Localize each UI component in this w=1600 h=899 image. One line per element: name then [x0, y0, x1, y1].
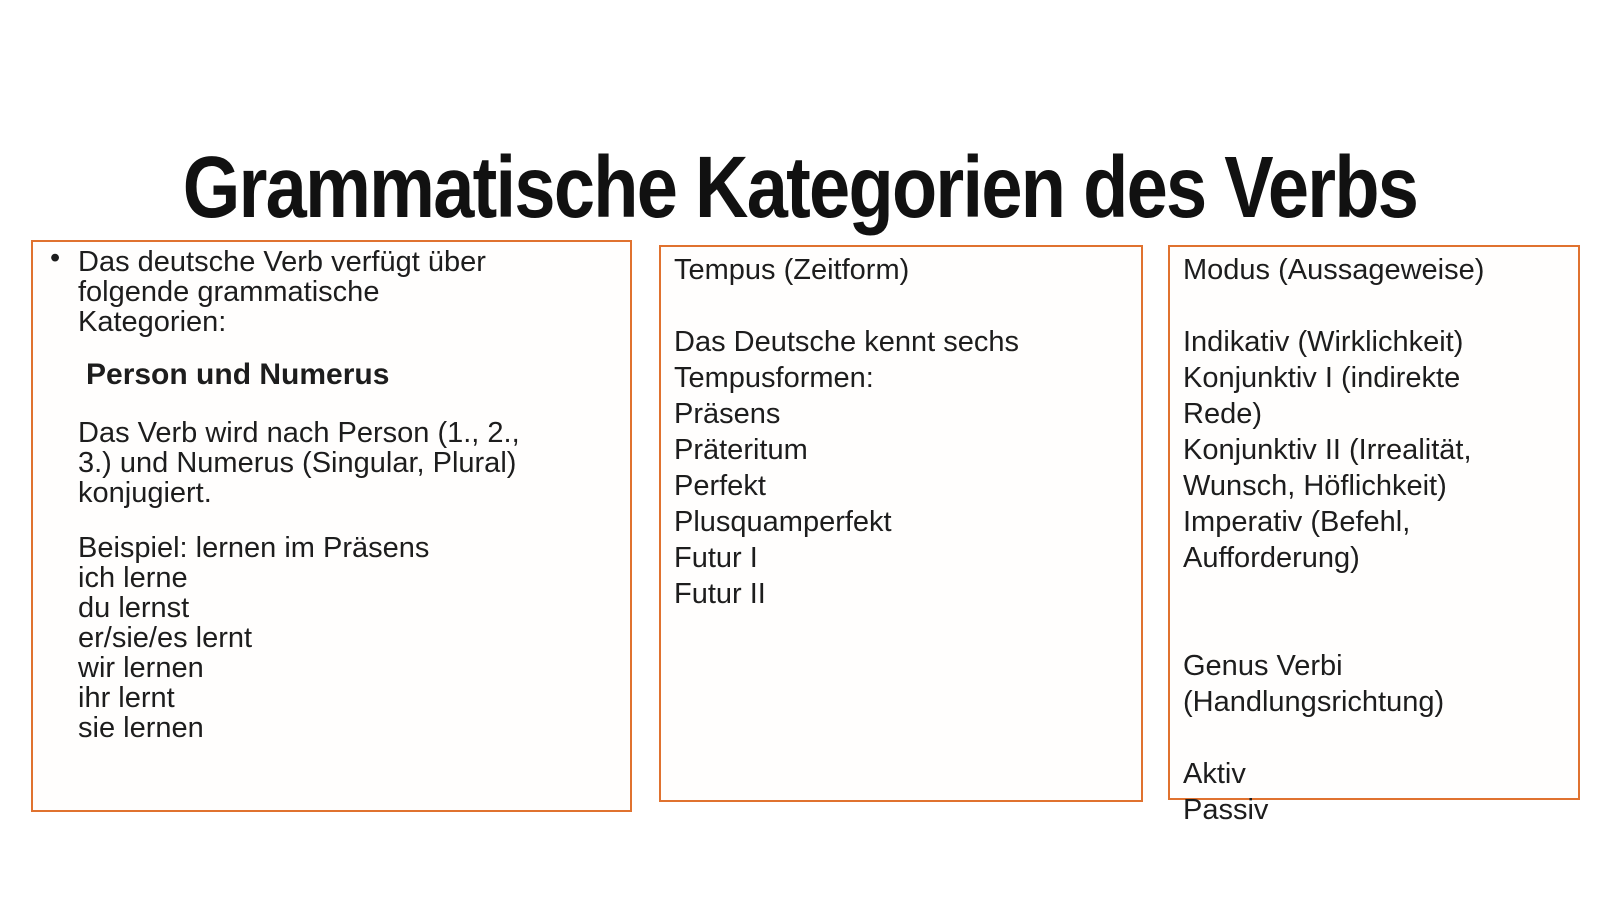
text-line: Wunsch, Höflichkeit): [1183, 470, 1447, 502]
text-line: folgende grammatische: [78, 276, 380, 308]
blank-line: [1183, 612, 1572, 648]
bullet-marker: •: [50, 242, 61, 274]
text-line: Konjunktiv I (indirekte: [1183, 362, 1461, 394]
modus-heading: Modus (Aussageweise): [1183, 254, 1485, 286]
text-line: Beispiel: lernen im Präsens: [78, 532, 430, 564]
text-line: Aufforderung): [1183, 542, 1360, 574]
text-line: Präsens: [674, 398, 781, 430]
text-line: Indikativ (Wirklichkeit): [1183, 326, 1464, 358]
person-numerus-box-content: [33, 242, 630, 743]
text-line: Futur I: [674, 542, 758, 574]
text-line: Aktiv: [1183, 758, 1246, 790]
text-line: Plusquamperfekt: [674, 506, 892, 538]
tempus-box: [659, 245, 1143, 802]
tempus-heading: Tempus (Zeitform): [674, 254, 910, 286]
modus-box-content: [1170, 247, 1578, 828]
modus-box: [1168, 245, 1580, 826]
genus-verbi-heading: Genus Verbi: [1183, 650, 1343, 682]
text-line: Rede): [1183, 398, 1262, 430]
person-numerus-box: [31, 240, 632, 812]
text-line: Tempusformen:: [674, 362, 874, 394]
text-line: Das Verb wird nach Person (1., 2.,: [78, 417, 520, 449]
blank-line: [1183, 576, 1572, 612]
text-line: er/sie/es lernt: [78, 622, 253, 654]
text-line: du lernst: [78, 592, 190, 624]
tempus-box-content: [661, 247, 1141, 612]
text-line: Konjunktiv II (Irrealität,: [1183, 434, 1472, 466]
text-line: Futur II: [674, 578, 766, 610]
text-line: 3.) und Numerus (Singular, Plural): [78, 447, 517, 479]
blank-line: [1183, 720, 1572, 756]
text-line: ich lerne: [78, 562, 188, 594]
text-line: Das Deutsche kennt sechs: [674, 326, 1019, 358]
text-line: konjugiert.: [78, 477, 212, 509]
text-line: ihr lernt: [78, 682, 175, 714]
text-line: Das deutsche Verb verfügt über: [78, 246, 486, 278]
blank-line: [1183, 288, 1572, 324]
text-line: Präteritum: [674, 434, 808, 466]
text-line: Perfekt: [674, 470, 766, 502]
text-line: (Handlungsrichtung): [1183, 686, 1445, 718]
text-line: Imperativ (Befehl,: [1183, 506, 1411, 538]
text-line: Passiv: [1183, 794, 1269, 826]
person-numerus-heading: Person und Numerus: [86, 358, 390, 391]
blank-line: [674, 288, 1135, 324]
slide-title: Grammatische Kategorien des Verbs: [182, 139, 1418, 237]
text-line: Kategorien:: [78, 306, 227, 338]
text-line: sie lernen: [78, 712, 204, 744]
text-line: wir lernen: [78, 652, 204, 684]
